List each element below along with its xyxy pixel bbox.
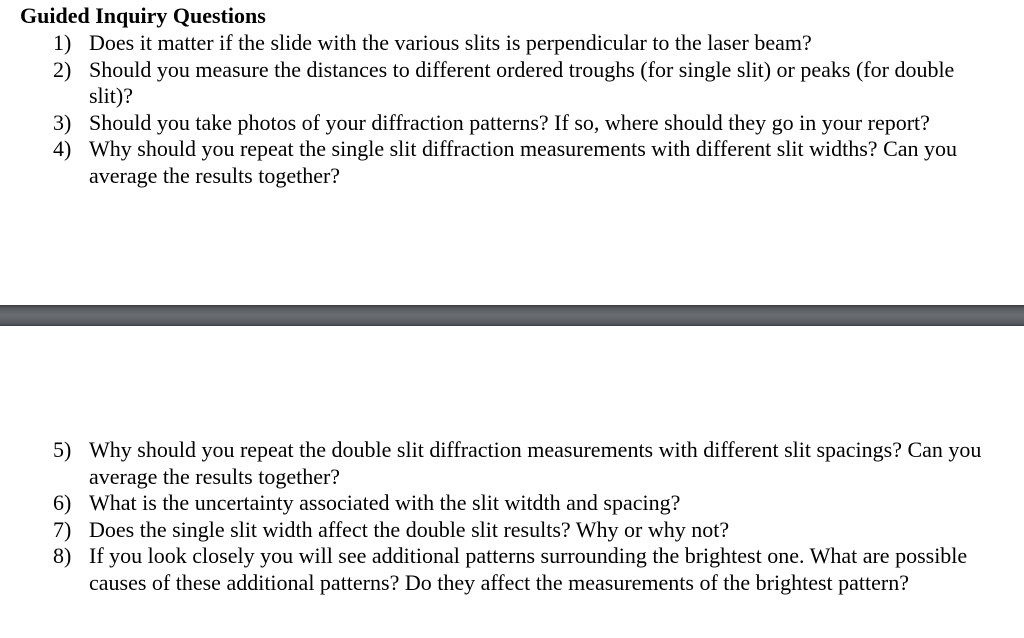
question-text: If you look closely you will see additional patterns surrounding the brightest one. What are possible causes of these additional patterns? Do they affect the measurements of the brightest pattern? <box>89 543 968 595</box>
question-text: Why should you repeat the double slit diffraction measurements with different slit spacings? Can you average the results together? <box>89 437 982 489</box>
question-text: Does the single slit width affect the double slit results? Why or why not? <box>89 516 730 542</box>
question-item-1 <box>0 30 1010 57</box>
page-divider <box>0 305 1024 326</box>
question-item-5 <box>0 437 1010 490</box>
question-number: 3) <box>53 109 72 135</box>
question-text: Should you take photos of your diffraction patterns? If so, where should they go in your report? <box>89 109 930 135</box>
question-item-3 <box>0 110 1010 137</box>
question-text: What is the uncertainty associated with the slit witdth and spacing? <box>89 490 681 515</box>
question-text: Why should you repeat the single slit diffraction measurements with different slit widths? Can you average the results together? <box>89 136 958 188</box>
question-number: 1) <box>53 30 72 55</box>
question-number: 4) <box>53 136 72 161</box>
question-item-6 <box>0 490 1010 517</box>
question-item-8 <box>0 543 1010 596</box>
question-list-top <box>0 30 1010 189</box>
question-number: 6) <box>53 490 72 515</box>
question-number: 8) <box>53 543 72 568</box>
question-text: Does it matter if the slide with the various slits is perpendicular to the laser beam? <box>89 30 812 55</box>
question-number: 7) <box>53 516 72 542</box>
question-list-bottom <box>0 437 1010 596</box>
question-item-4 <box>0 136 1010 189</box>
question-item-2 <box>0 57 1010 110</box>
question-number: 2) <box>53 56 72 82</box>
question-text: Should you measure the distances to different ordered troughs (for single slit) or peaks (for double slit)? <box>89 56 955 108</box>
document-title: Guided Inquiry Questions <box>20 3 266 28</box>
question-number: 5) <box>53 437 72 462</box>
question-item-7 <box>0 517 1010 544</box>
